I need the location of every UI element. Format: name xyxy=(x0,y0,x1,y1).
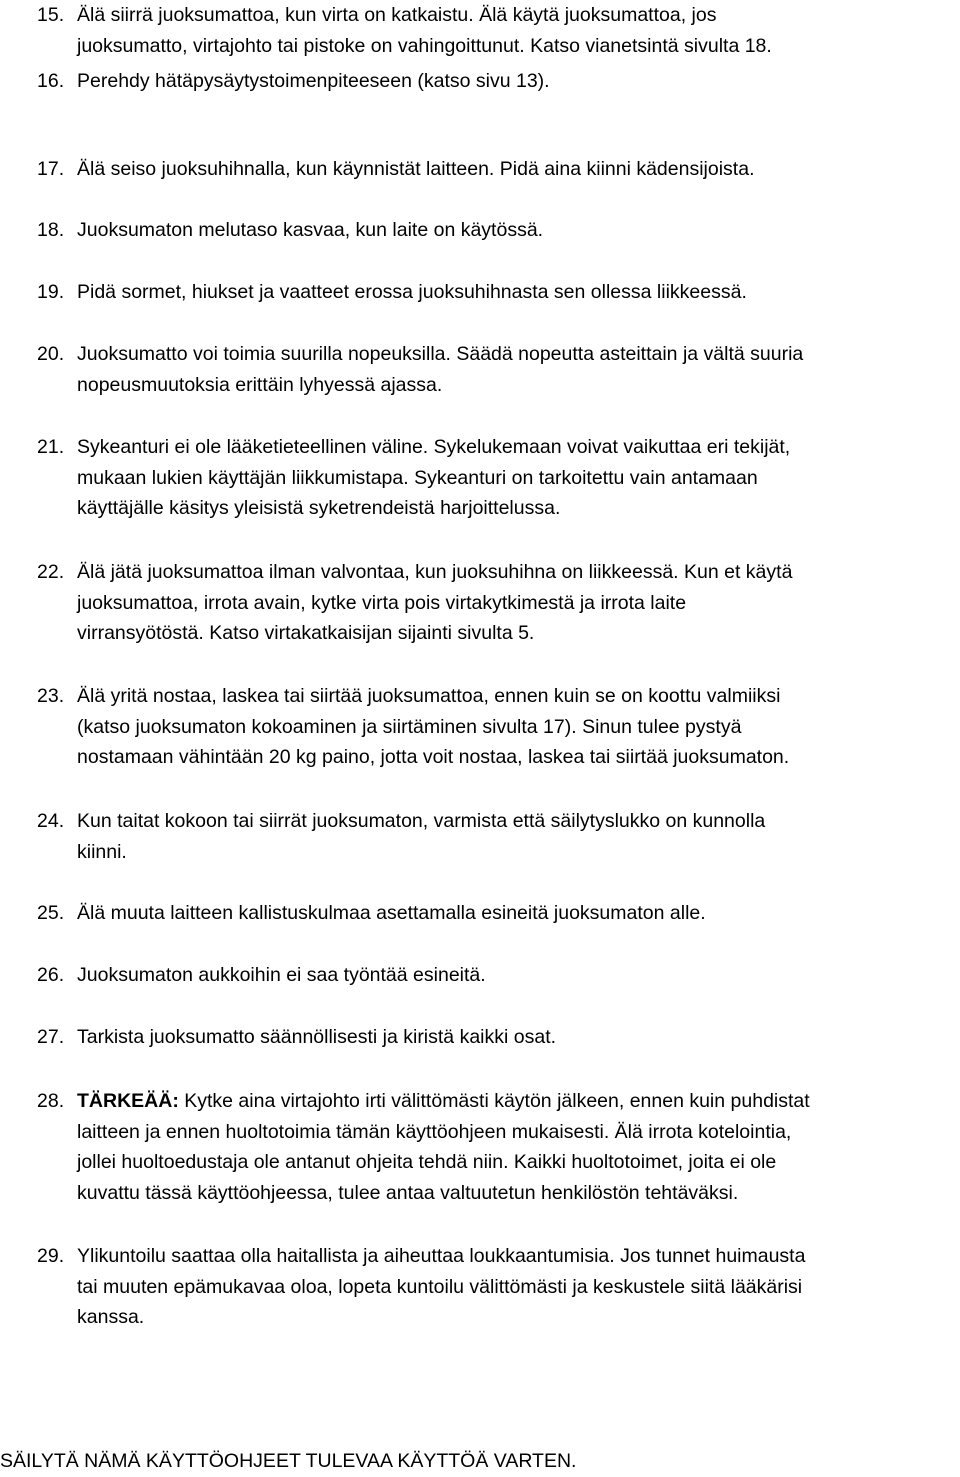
item-line: Juoksumatto voi toimia suurilla nopeuksilla. Säädä nopeutta asteittain ja vältä suuria xyxy=(77,343,804,365)
item-number: 19. xyxy=(37,281,65,303)
item-line: Kun taitat kokoon tai siirrät juoksumaton, varmista että säilytyslukko on kunnolla xyxy=(77,810,766,832)
item-number: 18. xyxy=(37,219,65,241)
item-line: juoksumatto, virtajohto tai pistoke on vahingoittunut. Katso vianetsintä sivulta 18. xyxy=(77,34,772,57)
list-item xyxy=(37,432,960,524)
item-number: 16. xyxy=(37,70,65,92)
item-number: 22. xyxy=(37,561,65,583)
item-number: 23. xyxy=(37,685,65,707)
item-line: Älä siirrä juoksumattoa, kun virta on katkaistu. Älä käytä juoksumattoa, jos xyxy=(77,4,717,26)
item-line: nopeusmuutoksia erittäin lyhyessä ajassa. xyxy=(77,373,443,396)
list-item xyxy=(37,66,960,97)
item-line: kuvattu tässä käyttöohjeessa, tulee antaa valtuutetun henkilöstön tehtäväksi. xyxy=(77,1181,739,1204)
footer-note: SÄILYTÄ NÄMÄ KÄYTTÖOHJEET TULEVAA KÄYTTÖÄ VARTEN. xyxy=(0,1450,577,1472)
item-line: Tarkista juoksumatto säännöllisesti ja kiristä kaikki osat. xyxy=(77,1026,557,1048)
list-item xyxy=(37,0,960,61)
item-line: Juoksumaton melutaso kasvaa, kun laite on käytössä. xyxy=(77,219,544,241)
list-item xyxy=(37,277,960,308)
list-item xyxy=(37,681,960,773)
item-line: Älä yritä nostaa, laskea tai siirtää juoksumattoa, ennen kuin se on koottu valmiiksi xyxy=(77,685,781,707)
item-line: käyttäjälle käsitys yleisistä syketrendeistä harjoittelussa. xyxy=(77,497,561,519)
item-line: Älä muuta laitteen kallistuskulmaa asettamalla esineitä juoksumaton alle. xyxy=(77,902,706,924)
item-line: Kytke aina virtajohto irti välittömästi käytön jälkeen, ennen kuin puhdistat xyxy=(178,1090,810,1112)
list-item xyxy=(37,557,960,649)
item-number: 17. xyxy=(37,158,65,180)
list-item xyxy=(37,806,960,867)
list-item xyxy=(37,339,960,400)
item-line: laitteen ja ennen huoltotoimia tämän käyttöohjeen mukaisesti. Älä irrota kotelointia, xyxy=(77,1120,792,1143)
list-item xyxy=(37,898,960,929)
item-line: jollei huoltoedustaja ole antanut ohjeita tehdä niin. Kaikki huoltotoimet, joita ei ole xyxy=(77,1151,777,1173)
item-number: 15. xyxy=(37,4,65,26)
item-number: 29. xyxy=(37,1245,65,1267)
item-line: Älä seiso juoksuhihnalla, kun käynnistät laitteen. Pidä aina kiinni kädensijoista. xyxy=(77,158,755,180)
item-line: kanssa. xyxy=(77,1306,145,1328)
item-line: Pidä sormet, hiukset ja vaatteet erossa juoksuhihnasta sen ollessa liikkeessä. xyxy=(77,281,747,303)
item-number: 24. xyxy=(37,810,65,832)
item-number: 27. xyxy=(37,1026,65,1048)
item-number: 21. xyxy=(37,436,65,458)
item-number: 25. xyxy=(37,902,65,924)
item-line: juoksumattoa, irrota avain, kytke virta pois virtakytkimestä ja irrota laite xyxy=(77,591,687,614)
item-line: tai muuten epämukavaa oloa, lopeta kuntoilu välittömästi ja keskustele siitä lääkärisi xyxy=(77,1275,803,1298)
item-line: Juoksumaton aukkoihin ei saa työntää esineitä. xyxy=(77,964,486,986)
item-line: Älä jätä juoksumattoa ilman valvontaa, kun juoksuhihna on liikkeessä. Kun et käytä xyxy=(77,561,793,583)
item-number: 26. xyxy=(37,964,65,986)
item-line: virransyötöstä. Katso virtakatkaisijan sijainti sivulta 5. xyxy=(77,622,535,644)
item-line: Sykeanturi ei ole lääketieteellinen väline. Sykelukemaan voivat vaikuttaa eri tekijät, xyxy=(77,436,791,458)
item-number: 28. xyxy=(37,1090,65,1112)
list-item xyxy=(37,960,960,991)
list-item xyxy=(37,1022,960,1053)
item-line: (katso juoksumaton kokoaminen ja siirtäminen sivulta 17). Sinun tulee pystyä xyxy=(77,715,742,738)
item-line: Perehdy hätäpysäytystoimenpiteeseen (katso sivu 13). xyxy=(77,70,550,92)
item-line: kiinni. xyxy=(77,840,127,863)
item-number: 20. xyxy=(37,343,65,365)
item-line: nostamaan vähintään 20 kg paino, jotta voit nostaa, laskea tai siirtää juoksumaton. xyxy=(77,746,790,768)
list-item xyxy=(37,154,960,185)
list-item xyxy=(37,1241,960,1333)
item-line: Ylikuntoilu saattaa olla haitallista ja aiheuttaa loukkaantumisia. Jos tunnet huimausta xyxy=(77,1245,806,1267)
list-item xyxy=(37,1086,960,1208)
important-label: TÄRKEÄÄ: xyxy=(77,1090,179,1112)
list-item xyxy=(37,215,960,246)
item-line: mukaan lukien käyttäjän liikkumistapa. Sykeanturi on tarkoitettu vain antamaan xyxy=(77,466,758,489)
